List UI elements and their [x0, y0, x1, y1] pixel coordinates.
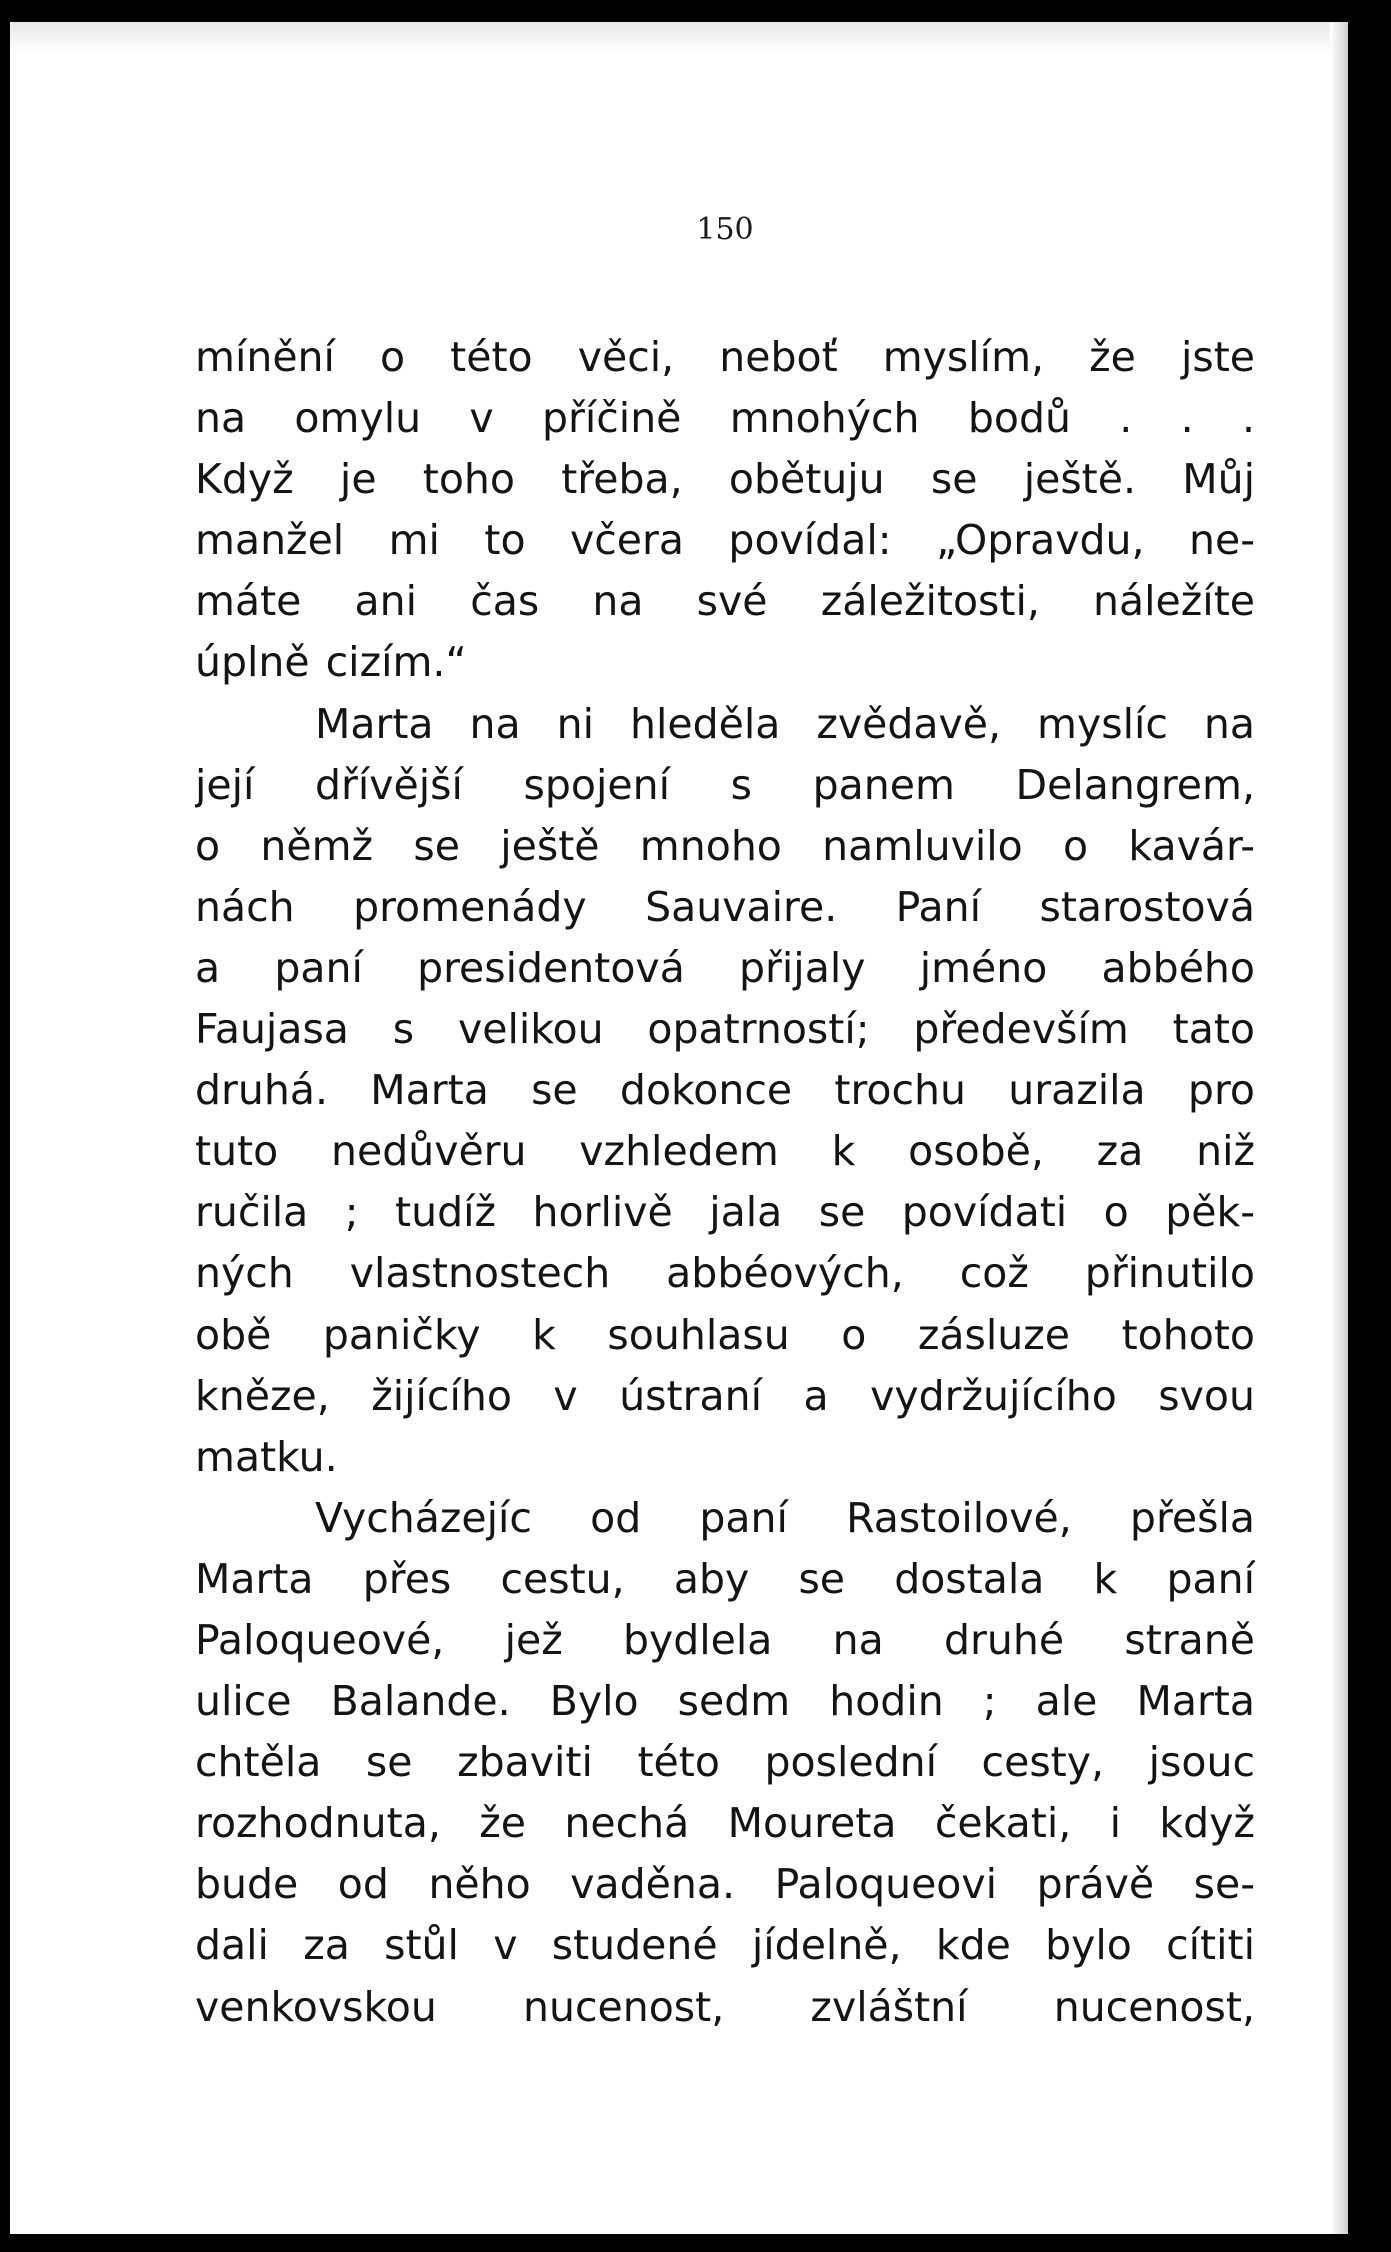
- text-line: manžel mi to včera povídal: „Opravdu, ne-: [195, 516, 1255, 565]
- text-line: rozhodnuta, že nechá Moureta čekati, i když: [195, 1799, 1255, 1848]
- text-line: a paní presidentová přijaly jméno abbého: [195, 943, 1255, 992]
- text-line: bude od něho vaděna. Paloqueovi právě se-: [195, 1860, 1255, 1909]
- text-line: Faujasa s velikou opatrností; především tato: [195, 1005, 1255, 1054]
- text-line: kněze, žijícího v ústraní a vydržujícího svou: [195, 1371, 1255, 1420]
- scan-edge-top: [10, 22, 1348, 52]
- text-line: Paloqueové, jež bydlela na druhé straně: [195, 1615, 1255, 1664]
- text-line: matku.: [195, 1432, 338, 1481]
- text-line: tuto nedůvěru vzhledem k osobě, za niž: [195, 1127, 1255, 1176]
- book-page: [10, 22, 1348, 2234]
- text-line: ručila ; tudíž horlivě jala se povídati o pěk-: [195, 1188, 1255, 1237]
- text-line: Marta na ni hleděla zvědavě, myslíc na: [315, 699, 1255, 748]
- text-line: mínění o této věci, neboť myslím, že jste: [195, 333, 1255, 381]
- text-line: o němž se ještě mnoho namluvilo o kavár-: [195, 821, 1255, 870]
- text-line: její dřívější spojení s panem Delangrem,: [195, 760, 1255, 809]
- text-line: Vycházejíc od paní Rastoilové, přešla: [315, 1493, 1255, 1542]
- body-text: [195, 327, 1255, 2038]
- text-line: úplně cizím.“: [195, 638, 467, 687]
- text-line: venkovskou nucenost, zvláštní nucenost,: [195, 1982, 1255, 2031]
- text-line: obě paničky k souhlasu o zásluze tohoto: [195, 1310, 1255, 1359]
- text-line: nách promenády Sauvaire. Paní starostová: [195, 882, 1255, 931]
- text-line: chtěla se zbaviti této poslední cesty, jsouc: [195, 1738, 1255, 1787]
- page-number: 150: [696, 212, 754, 247]
- text-line: Když je toho třeba, obětuju se ještě. Můj: [195, 455, 1255, 504]
- text-line: ných vlastnostech abbéových, což přinutilo: [195, 1249, 1255, 1298]
- text-line: druhá. Marta se dokonce trochu urazila pro: [195, 1066, 1255, 1115]
- text-line: Marta přes cestu, aby se dostala k paní: [195, 1554, 1255, 1603]
- scan-edge-right: [1330, 22, 1348, 2234]
- text-line: dali za stůl v studené jídelně, kde bylo cítiti: [195, 1921, 1255, 1970]
- text-line: máte ani čas na své záležitosti, náležíte: [195, 577, 1255, 626]
- text-line: na omylu v příčině mnohých bodů . . .: [195, 394, 1255, 443]
- text-line: ulice Balande. Bylo sedm hodin ; ale Marta: [195, 1677, 1255, 1726]
